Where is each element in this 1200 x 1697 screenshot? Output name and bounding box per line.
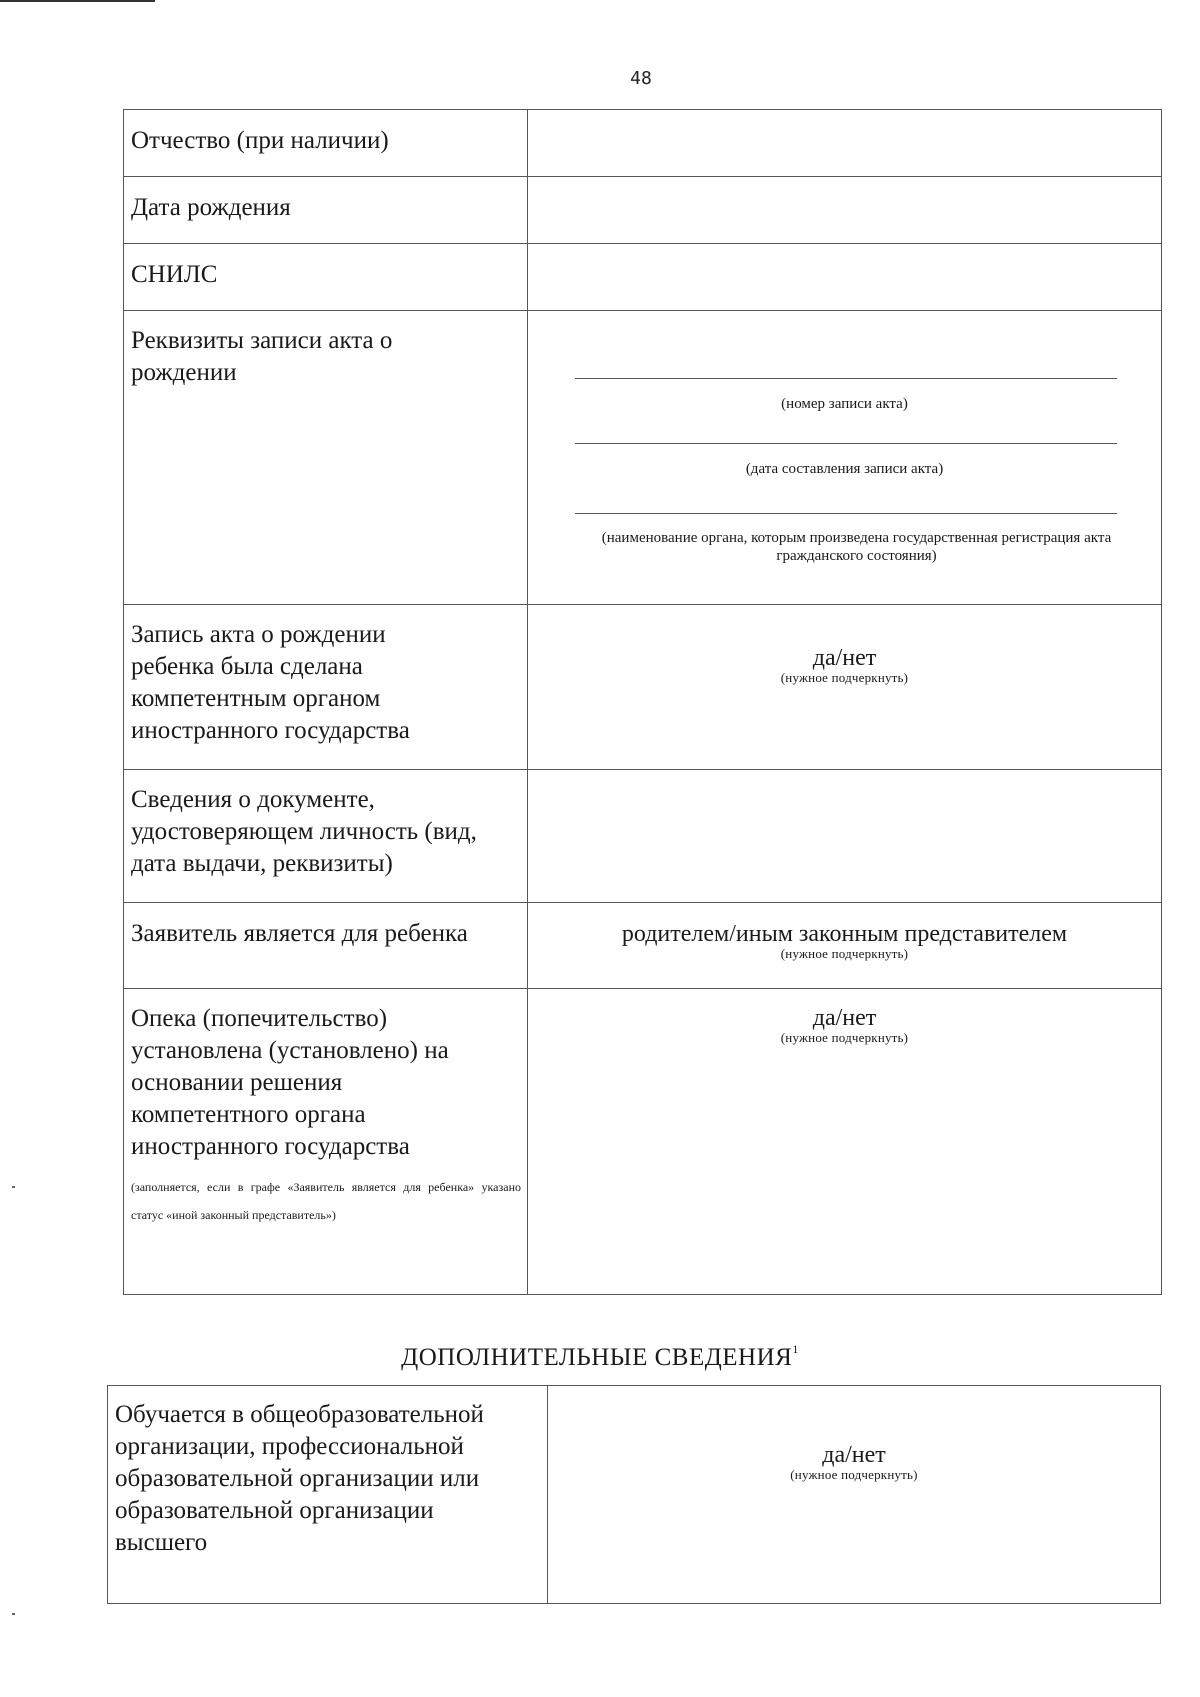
role-options[interactable]: родителем/иным законным представителем	[621, 921, 1068, 947]
table-row-birth-date	[124, 177, 1162, 244]
table-row-snils	[124, 244, 1162, 311]
snils-label: СНИЛС	[131, 261, 218, 288]
guardianship-choice[interactable]	[528, 989, 1162, 1295]
underline-hint: (нужное подчеркнуть)	[780, 670, 909, 685]
id-document-label: Сведения о документе, удостоверяющем личность (вид, дата выдачи, реквизиты)	[131, 786, 477, 877]
scan-mark	[12, 1613, 15, 1615]
table-row-id-document	[124, 770, 1162, 903]
table-row-guardianship	[124, 989, 1162, 1295]
patronymic-label: Отчество (при наличии)	[131, 127, 389, 154]
table-row-birth-record	[124, 311, 1162, 605]
registry-office-caption: (наименование органа, которым произведена государственная регистрация акта гражданского состояния)	[601, 530, 1112, 564]
table-row-patronymic	[124, 110, 1162, 177]
birth-date-field[interactable]	[528, 177, 1162, 244]
label-cell	[124, 903, 528, 989]
yes-no-options[interactable]: да/нет	[822, 1442, 886, 1468]
record-number-field[interactable]	[575, 378, 1117, 379]
registry-office-field[interactable]	[575, 513, 1117, 514]
label-cell	[124, 989, 528, 1295]
underline-hint: (нужное подчеркнуть)	[790, 1467, 918, 1482]
footnote-marker: 1	[792, 1342, 799, 1356]
table-row-foreign-record	[124, 605, 1162, 770]
foreign-record-label: Запись акта о рождении ребенка была сделана компетентным органом иностранного государства	[131, 621, 410, 744]
label-cell	[124, 244, 528, 311]
corner-scan-mark	[0, 0, 155, 2]
scan-mark	[12, 1186, 15, 1188]
label-cell	[124, 177, 528, 244]
studying-label: Обучается в общеобразовательной организации, профессиональной образовательной организации или образовательной организации высшего	[115, 1401, 484, 1556]
guardianship-note: (заполняется, если в графе «Заявитель является для ребенка» указано статус «иной законный представитель»)	[131, 1180, 521, 1222]
id-document-field[interactable]	[528, 770, 1162, 903]
child-info-table	[123, 109, 1162, 1295]
record-date-field[interactable]	[575, 443, 1117, 444]
yes-no-options[interactable]: да/нет	[812, 1005, 877, 1031]
label-cell	[108, 1386, 548, 1604]
foreign-record-choice[interactable]	[528, 605, 1162, 770]
label-cell	[124, 605, 528, 770]
yes-no-options[interactable]: да/нет	[812, 645, 877, 671]
studying-choice[interactable]	[548, 1386, 1161, 1604]
guardianship-label: Опека (попечительство) установлена (установлено) на основании решения компетентного органа иностранного государства	[131, 1005, 449, 1160]
birth-record-cell	[528, 311, 1162, 605]
applicant-role-label: Заявитель является для ребенка	[131, 920, 468, 947]
table-row-applicant-role	[124, 903, 1162, 989]
snils-field[interactable]	[528, 244, 1162, 311]
patronymic-field[interactable]	[528, 110, 1162, 177]
additional-info-table	[107, 1385, 1161, 1604]
label-cell	[124, 110, 528, 177]
label-cell	[124, 770, 528, 903]
page-number: 48	[630, 68, 652, 89]
table-row-studying	[108, 1386, 1161, 1604]
additional-info-heading: ДОПОЛНИТЕЛЬНЫЕ СВЕДЕНИЯ$^1$	[401, 1342, 799, 1371]
underline-hint: (нужное подчеркнуть)	[780, 1030, 909, 1045]
record-number-caption: (номер записи акта)	[781, 396, 908, 412]
record-date-caption: (дата составления записи акта)	[745, 461, 944, 477]
label-cell	[124, 311, 528, 605]
applicant-role-choice[interactable]	[528, 903, 1162, 989]
birth-date-label: Дата рождения	[131, 194, 291, 221]
underline-hint: (нужное подчеркнуть)	[780, 946, 909, 961]
birth-record-label: Реквизиты записи акта о рождении	[131, 327, 393, 386]
